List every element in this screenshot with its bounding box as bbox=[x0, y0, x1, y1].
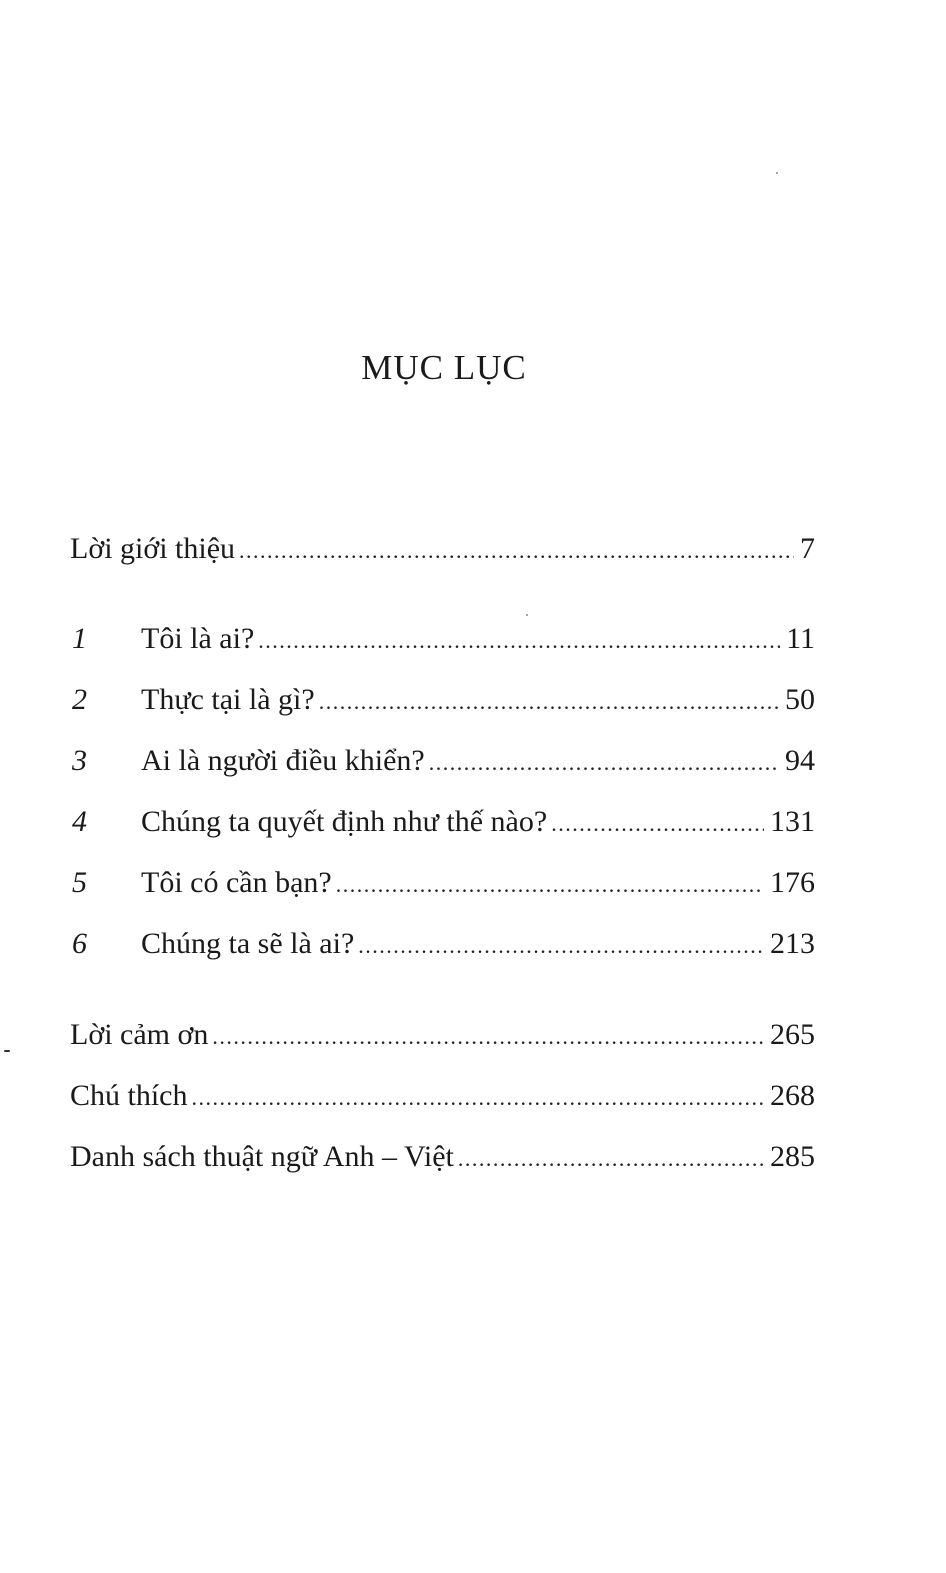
scan-speck bbox=[4, 1050, 10, 1052]
toc-entry-chapter-4[interactable] bbox=[70, 800, 815, 844]
toc-entry-label: Danh sách thuật ngữ Anh – Việt bbox=[70, 1140, 454, 1173]
chapter-number: 1 bbox=[72, 622, 87, 655]
toc-entry-page: 50 bbox=[785, 683, 815, 716]
toc-title: MỤC LỤC bbox=[361, 348, 527, 387]
toc-entry-label: Tôi có cần bạn? bbox=[141, 866, 332, 899]
toc-entry-page: 131 bbox=[770, 805, 815, 838]
dot-leader bbox=[239, 529, 794, 573]
chapter-number: 2 bbox=[72, 683, 87, 716]
toc-entry-acknowledgements[interactable] bbox=[70, 1013, 815, 1057]
dot-leader bbox=[258, 619, 780, 663]
toc-entry-label: Thực tại là gì? bbox=[141, 683, 315, 716]
toc-entry-label: Tôi là ai? bbox=[141, 622, 255, 655]
toc-entry-label: Chúng ta quyết định như thế nào? bbox=[141, 805, 548, 838]
chapter-number: 6 bbox=[72, 927, 87, 960]
toc-entry-chapter-1[interactable] bbox=[70, 617, 815, 661]
toc-entry-label: Chúng ta sẽ là ai? bbox=[141, 927, 355, 960]
chapter-number: 5 bbox=[72, 866, 87, 899]
toc-entry-page: 265 bbox=[770, 1018, 815, 1051]
scan-speck bbox=[526, 614, 528, 616]
dot-leader bbox=[429, 741, 779, 785]
toc-entry-chapter-6[interactable] bbox=[70, 922, 815, 966]
toc-entry-chapter-5[interactable] bbox=[70, 861, 815, 905]
toc-entry-page: 268 bbox=[770, 1079, 815, 1112]
toc-entry-page: 213 bbox=[770, 927, 815, 960]
dot-leader bbox=[336, 863, 764, 907]
toc-entry-label: Lời giới thiệu bbox=[70, 532, 236, 565]
dot-leader bbox=[458, 1137, 764, 1181]
toc-entry-glossary[interactable] bbox=[70, 1135, 815, 1179]
chapter-number: 4 bbox=[72, 805, 87, 838]
chapter-number: 3 bbox=[72, 744, 87, 777]
toc-entry-introduction[interactable] bbox=[70, 527, 815, 571]
toc-entry-label: Ai là người điều khiển? bbox=[141, 744, 425, 777]
toc-entry-chapter-3[interactable] bbox=[70, 739, 815, 783]
toc-entry-label: Chú thích bbox=[70, 1079, 188, 1112]
toc-entry-page: 7 bbox=[800, 532, 815, 565]
dot-leader bbox=[319, 680, 779, 724]
toc-entry-page: 285 bbox=[770, 1140, 815, 1173]
toc-entry-page: 176 bbox=[770, 866, 815, 899]
toc-entry-label: Lời cảm ơn bbox=[70, 1018, 209, 1051]
dot-leader bbox=[551, 802, 764, 846]
dot-leader bbox=[212, 1015, 764, 1059]
scan-speck bbox=[776, 172, 778, 174]
toc-entry-chapter-2[interactable] bbox=[70, 678, 815, 722]
toc-entry-page: 94 bbox=[785, 744, 815, 777]
toc-entry-notes[interactable] bbox=[70, 1074, 815, 1118]
toc-entry-page: 11 bbox=[786, 622, 815, 655]
dot-leader bbox=[358, 924, 764, 968]
dot-leader bbox=[192, 1076, 765, 1120]
